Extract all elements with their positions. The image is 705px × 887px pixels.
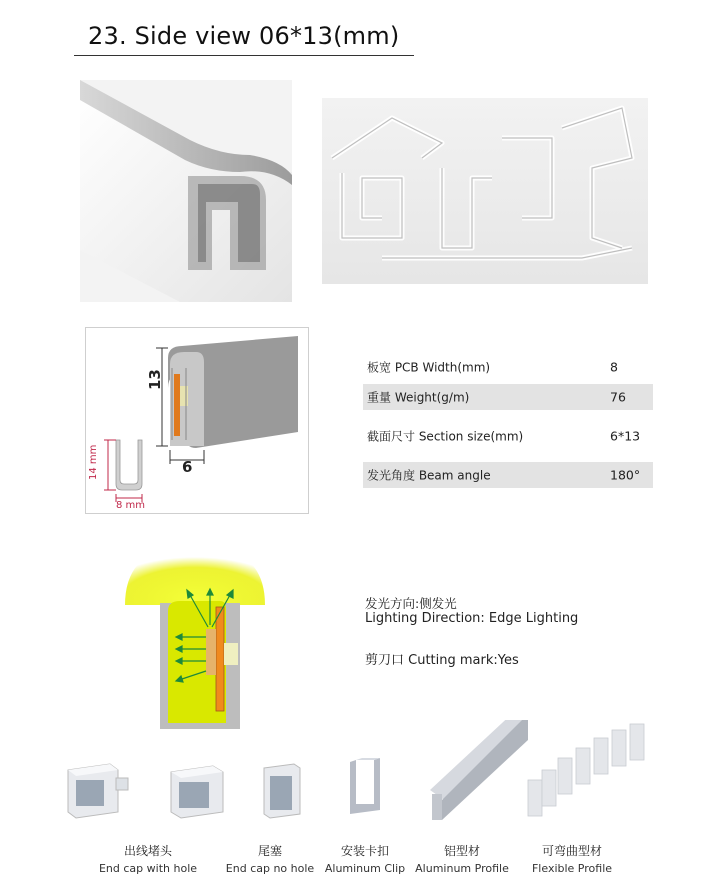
accessory-label-en: Aluminum Profile (415, 862, 509, 875)
end-cap-no-hole-image (165, 720, 235, 830)
spec-table (363, 350, 653, 488)
spec-row-weight (363, 384, 653, 410)
spec-row-beam-angle (363, 462, 653, 488)
accessory-label-en: Flexible Profile (531, 862, 613, 875)
page-title: 23. Side view 06*13(mm) (88, 22, 400, 50)
dimension-drawing (85, 327, 309, 514)
end-cap-plug-image (258, 720, 308, 830)
accessory-label-en: End cap with hole (98, 862, 198, 875)
cutting-mark: 剪刀口 Cutting mark:Yes (365, 653, 519, 668)
neon-sign-photo (322, 98, 648, 284)
accessory-label-en: End cap no hole (225, 862, 315, 875)
accessory-label-cn: 可弯曲型材 (541, 844, 602, 858)
spec-value: 76 (610, 389, 626, 405)
aluminum-profile-image (420, 720, 530, 830)
accessory-label-cn: 出线堵头 (123, 844, 172, 858)
spec-value: 8 (610, 359, 618, 375)
light-emission-diagram (120, 545, 270, 730)
spec-value: 180° (610, 467, 641, 483)
spec-label: 重量 Weight(g/m) (367, 390, 470, 405)
accessory-label-en: Aluminum Clip (324, 862, 406, 875)
flexible-profile-image (520, 720, 660, 830)
lighting-direction-cn: 发光方向:侧发光 (365, 596, 457, 611)
spec-label: 发光角度 Beam angle (367, 468, 491, 483)
accessory-label-cn: 铝型材 (443, 844, 480, 858)
spec-row-pcb-width (363, 350, 653, 384)
height-dimension-label: 13 (146, 369, 164, 390)
title-underline (74, 55, 414, 56)
spec-row-section-size (363, 410, 653, 462)
neon-profile-photo (80, 80, 292, 302)
clip-height-label: 14 mm (88, 444, 99, 480)
clip-width-label: 8 mm (116, 500, 146, 511)
width-dimension-label: 6 (182, 458, 193, 476)
spec-label: 截面尺寸 Section size(mm) (367, 429, 524, 444)
spec-label: 板宽 PCB Width(mm) (367, 360, 491, 375)
accessory-label-cn: 安装卡扣 (340, 844, 389, 858)
aluminum-clip-image (340, 720, 400, 830)
lighting-direction-en: Lighting Direction: Edge Lighting (365, 611, 579, 626)
accessory-label-cn: 尾塞 (257, 844, 282, 858)
spec-value: 6*13 (610, 428, 641, 444)
end-cap-with-hole-image (60, 720, 140, 830)
